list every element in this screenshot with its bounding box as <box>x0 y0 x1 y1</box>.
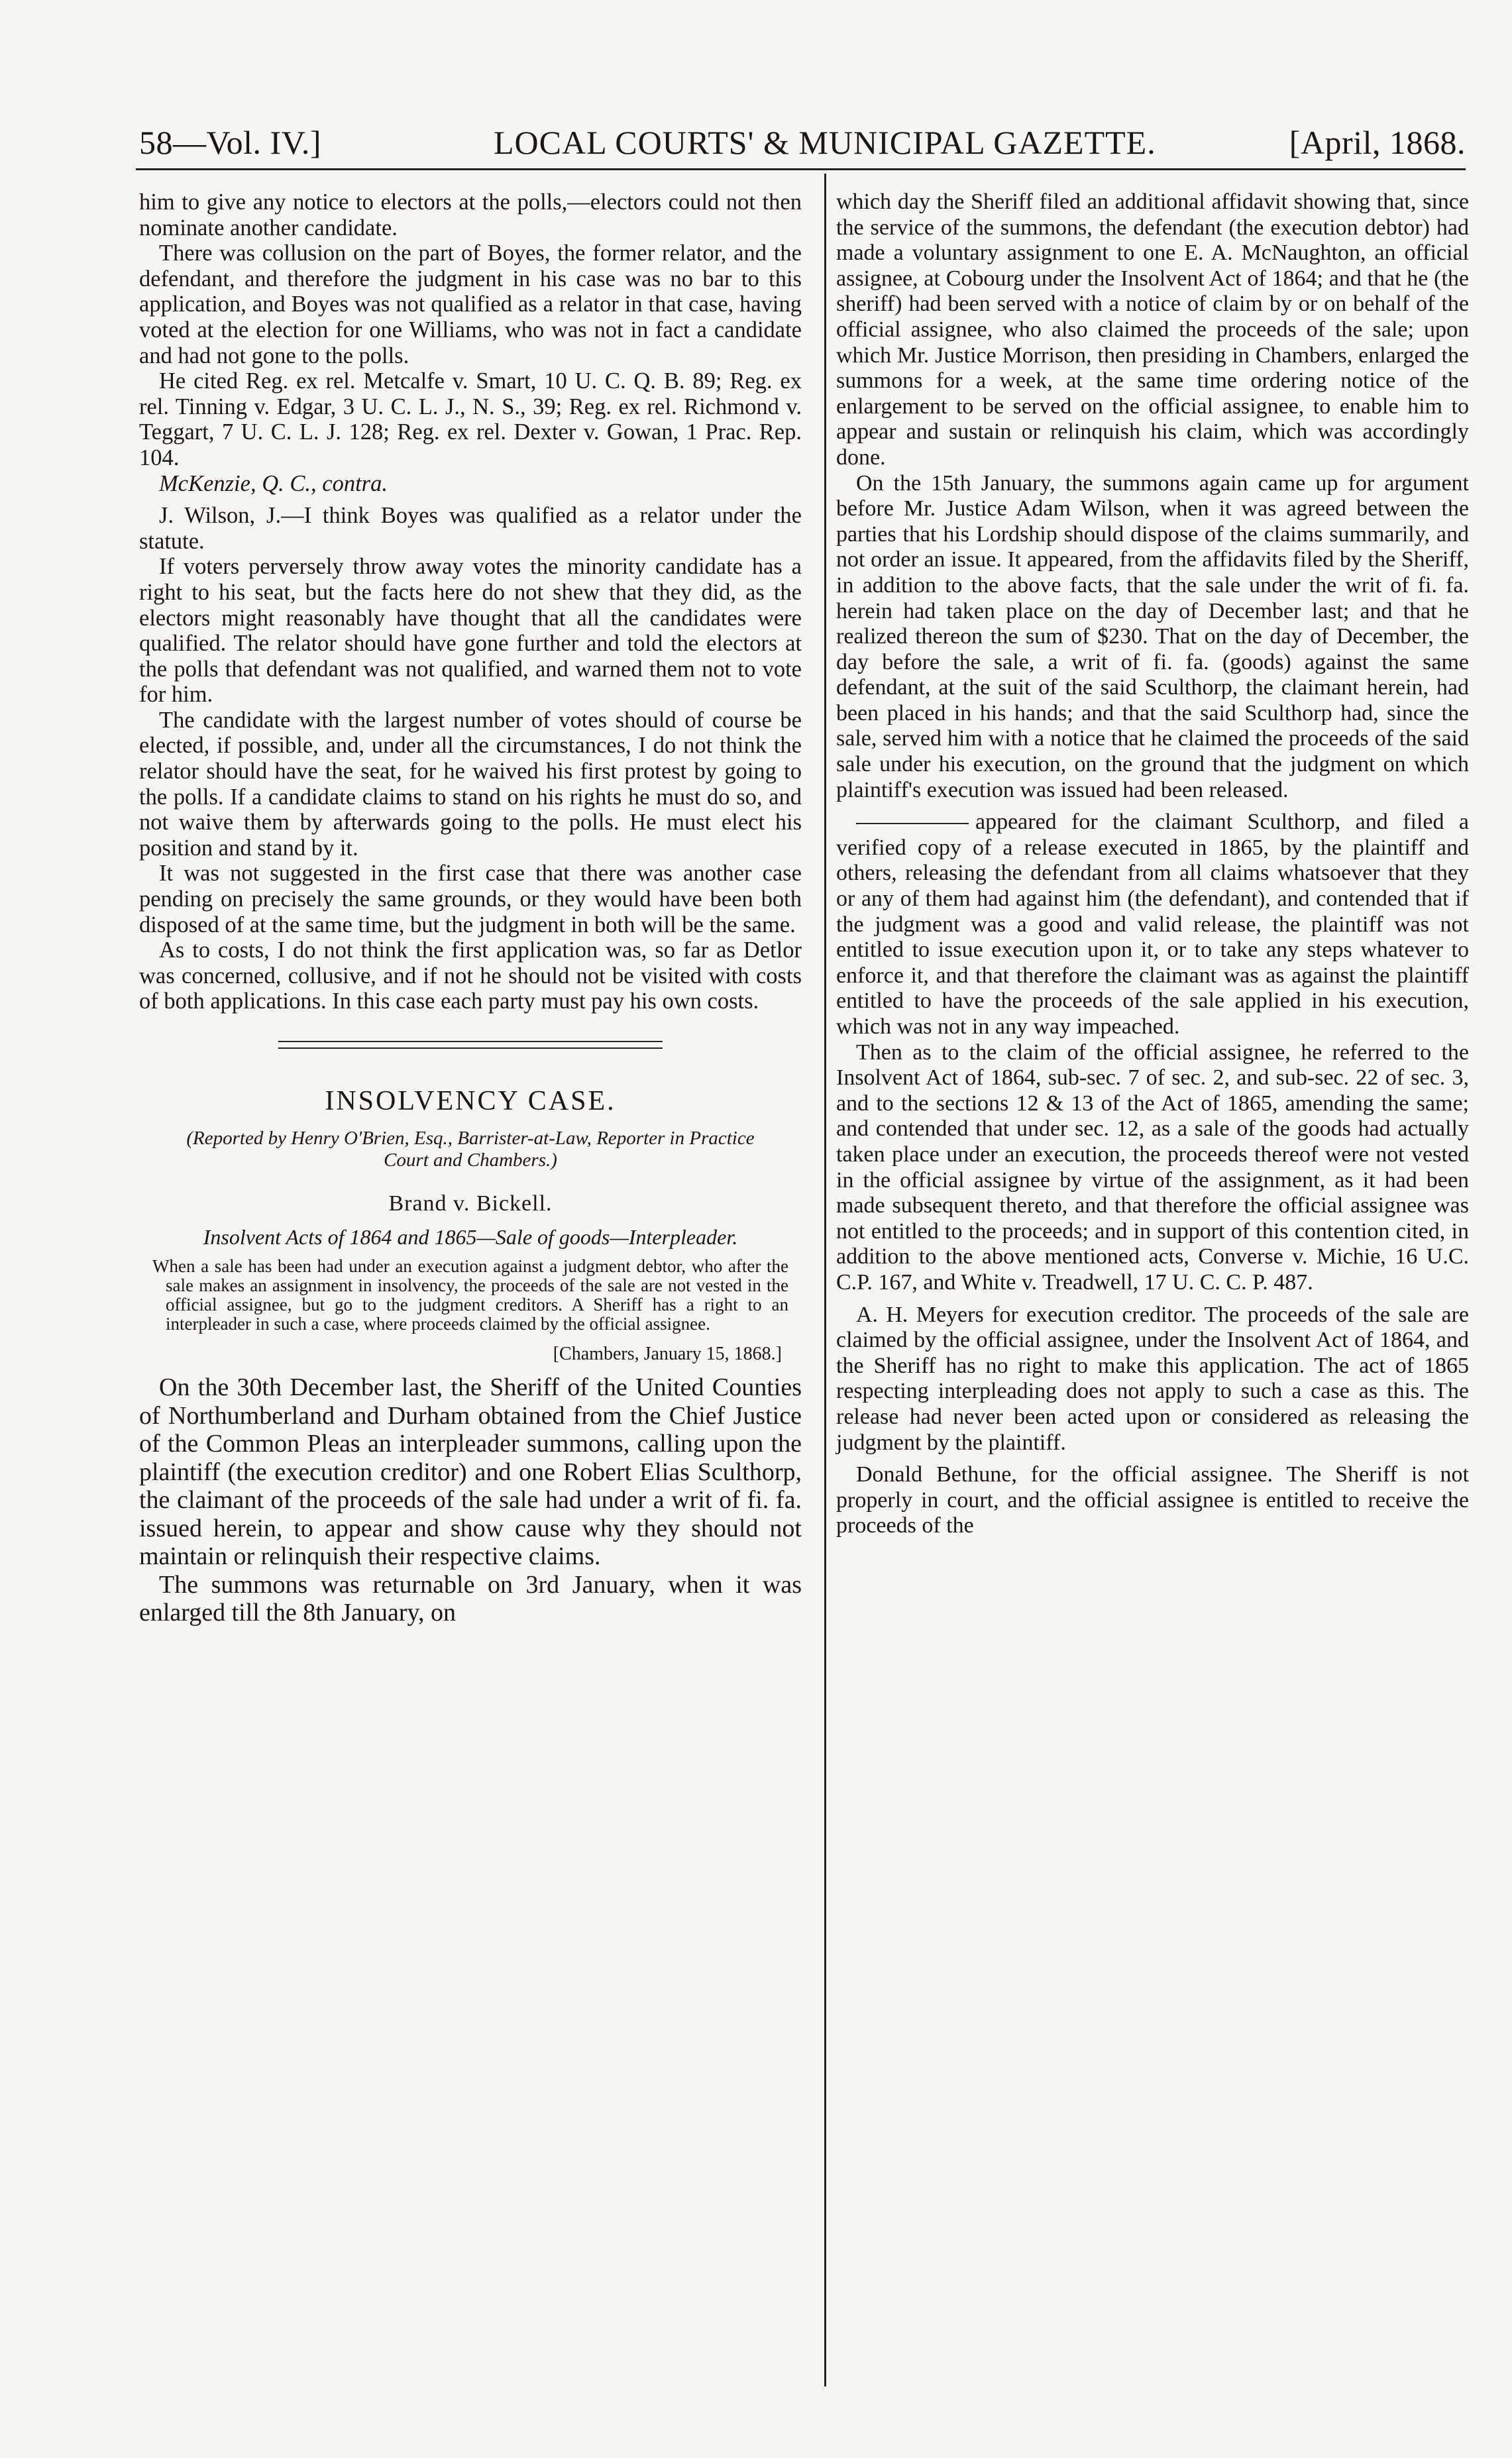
right-column <box>836 189 1469 1539</box>
paragraph: As to costs, I do not think the first application was, so far as Detlor was concerned, collusive, and if not he should not be visited with costs of both applications. In this case each party must pay his own costs. <box>139 937 802 1014</box>
paragraph: If voters perversely throw away votes the minority candidate has a right to his seat, but the facts here do not shew that they did, as the electors might reasonably have thought that all the candidates were qualified. The relator should have gone further and told the electors at the polls that defendant was not qualified, and warned them not to vote for him. <box>139 554 802 708</box>
paragraph: Donald Bethune, for the official assignee. The Sheriff is not properly in court, and the official assignee is entitled to receive the proceeds of the <box>836 1462 1469 1538</box>
section-title: INSOLVENCY CASE. <box>325 1086 616 1116</box>
issue-date: [April, 1868. <box>1289 124 1466 161</box>
paragraph: appeared for the claimant Sculthorp, and filed a verified copy of a release executed in 1865, by the plaintiff and others, releasing the defendant from all claims whatsoever that they or any of them had against him (the defendant), and contended that if the judgment was a good and valid release, the plaintiff was not entitled to issue execution upon it, or to take any steps whatever to enforce it, and that therefore the claimant was as against the plaintiff entitled to have the proceeds of the sale applied in his execution, which was not in any way impeached. <box>836 810 1469 1039</box>
publication-title: LOCAL COURTS' & MUNICIPAL GAZETTE. <box>494 124 1156 161</box>
paragraph: which day the Sheriff filed an additional affidavit showing that, since the service of the summons, the defendant (the execution debtor) had made a voluntary assignment to one E. A. McNaughton, an official assignee, at Cobourg under the Insolvent Act of 1864; and that he (the sheriff) had been served with a notice of claim by or on behalf of the official assignee, who also claimed the proceeds of the sale; upon which Mr. Justice Morrison, then presiding in Chambers, enlarged the summons for a week, at the same time ordering notice of the enlargement to be served on the official assignee, to enable him to appear and sustain or relinquish his claim, which was accordingly done. <box>836 189 1469 470</box>
paragraph: him to give any notice to electors at the polls,—electors could not then nominate another candidate. <box>139 189 802 240</box>
left-column <box>139 189 802 1627</box>
paragraph: The candidate with the largest number of votes should of course be elected, if possible, and, under all the circumstances, I do not think the relator should have the seat, for he waived his first protest by going to the polls. If a candidate claims to stand on his rights he must do so, and not waive them by afterwards going to the polls. He must elect his position and stand by it. <box>139 707 802 861</box>
paragraph: Then as to the claim of the official assignee, he referred to the Insolvent Act of 1864, sub-sec. 7 of sec. 2, and sub-sec. 22 of sec. 3, and to the sections 12 & 13 of the Act of 1865, amending the same; and contended that under sec. 12, as a sale of the goods had actually taken place under an execution, the proceeds thereof were not vested in the official assignee by virtue of the assignment, as it had been made subsequent thereto, and that therefore the official assignee was not entitled to the proceeds; and in support of this contention cited, in addition to the above mentioned acts, Converse v. Michie, 16 U.C. C.P. 167, and White v. Treadwell, 17 U. C. C. P. 487. <box>836 1040 1469 1295</box>
header-rule <box>136 168 1466 170</box>
judgment-opening: J. Wilson, J.—I think Boyes was qualified as a relator under the statute. <box>139 503 802 554</box>
page-header <box>0 0 1512 166</box>
paragraph: It was not suggested in the first case that there was another case pending on precisely the same grounds, or they would have been both disposed of at the same time, but the judgment in both will be the same. <box>139 861 802 937</box>
counsel-contra: McKenzie, Q. C., contra. <box>159 470 388 496</box>
paragraph: The summons was returnable on 3rd January, when it was enlarged till the 8th January, on <box>139 1570 802 1627</box>
paragraph: On the 30th December last, the Sheriff of the United Counties of Northumberland and Durham obtained from the Chief Justice of the Common Pleas an interpleader summons, calling upon the plaintiff (the execution creditor) and one Robert Elias Sculthorp, the claimant of the proceeds of the sale had under a writ of fi. fa. issued herein, to appear and show cause why they should not maintain or relinquish their respective claims. <box>139 1373 802 1571</box>
headnote: When a sale has been had under an execution against a judgment debtor, who after the sale makes an assignment in insolvency, the proceeds of the sale are not vested in the official assignee, but go to the judgment creditors. A Sheriff has a right to an interpleader in such a case, where proceeds claimed by the official assignee. <box>152 1256 788 1334</box>
citations-paragraph: He cited Reg. ex rel. Metcalfe v. Smart, 10 U. C. Q. B. 89; Reg. ex rel. Tinning v. Edgar, 3 U. C. L. J., N. S., 39; Reg. ex rel. Richmond v. Teggart, 7 U. C. L. J. 128; Reg. ex rel. Dexter v. Gowan, 1 Prac. Rep. 104. <box>139 368 802 470</box>
paragraph: A. H. Meyers for execution creditor. The proceeds of the sale are claimed by the official assignee, under the Insolvent Act of 1864, and the Sheriff has no right to make this application. The act of 1865 respecting interpleading does not apply to such a case as this. The release had never been acted upon or considered as releasing the judgment by the plaintiff. <box>836 1302 1469 1455</box>
page-number-volume: 58—Vol. IV.] <box>139 124 322 161</box>
section-divider <box>278 1041 663 1049</box>
court-date: [Chambers, January 15, 1868.] <box>553 1343 782 1364</box>
column-divider <box>824 174 826 2386</box>
headnote-title: Insolvent Acts of 1864 and 1865—Sale of goods—Interpleader. <box>203 1225 738 1250</box>
reporter-note: (Reported by Henry O'Brien, Esq., Barrister-at-Law, Reporter in Practice Court and Chambers.) <box>186 1127 755 1171</box>
paragraph: There was collusion on the part of Boyes, the former relator, and the defendant, and therefore the judgment in his case was no bar to this application, and Boyes was not qualified as a relator in that case, having voted at the election for one Williams, who was not in fact a candidate and had not gone to the polls. <box>139 240 802 368</box>
case-title: Brand v. Bickell. <box>388 1191 553 1216</box>
counsel-blank-dash <box>856 810 975 834</box>
paragraph: On the 15th January, the summons again came up for argument before Mr. Justice Adam Wilson, when it was agreed between the parties that his Lordship should dispose of the claims summarily, and not order an issue. It appeared, from the affidavits filed by the Sheriff, in addition to the above facts, that the sale under the writ of fi. fa. herein had taken place on the day of December last; and that he realized thereon the sum of $230. That on the day of December, the day before the sale, a writ of fi. fa. (goods) against the same defendant, at the suit of the said Sculthorp, the claimant herein, had been placed in his hands; and that the said Sculthorp had, since the sale, served him with a notice that he claimed the proceeds of the said sale under his execution, on the ground that the judgment on which plaintiff's execution was issued had been released. <box>836 470 1469 802</box>
